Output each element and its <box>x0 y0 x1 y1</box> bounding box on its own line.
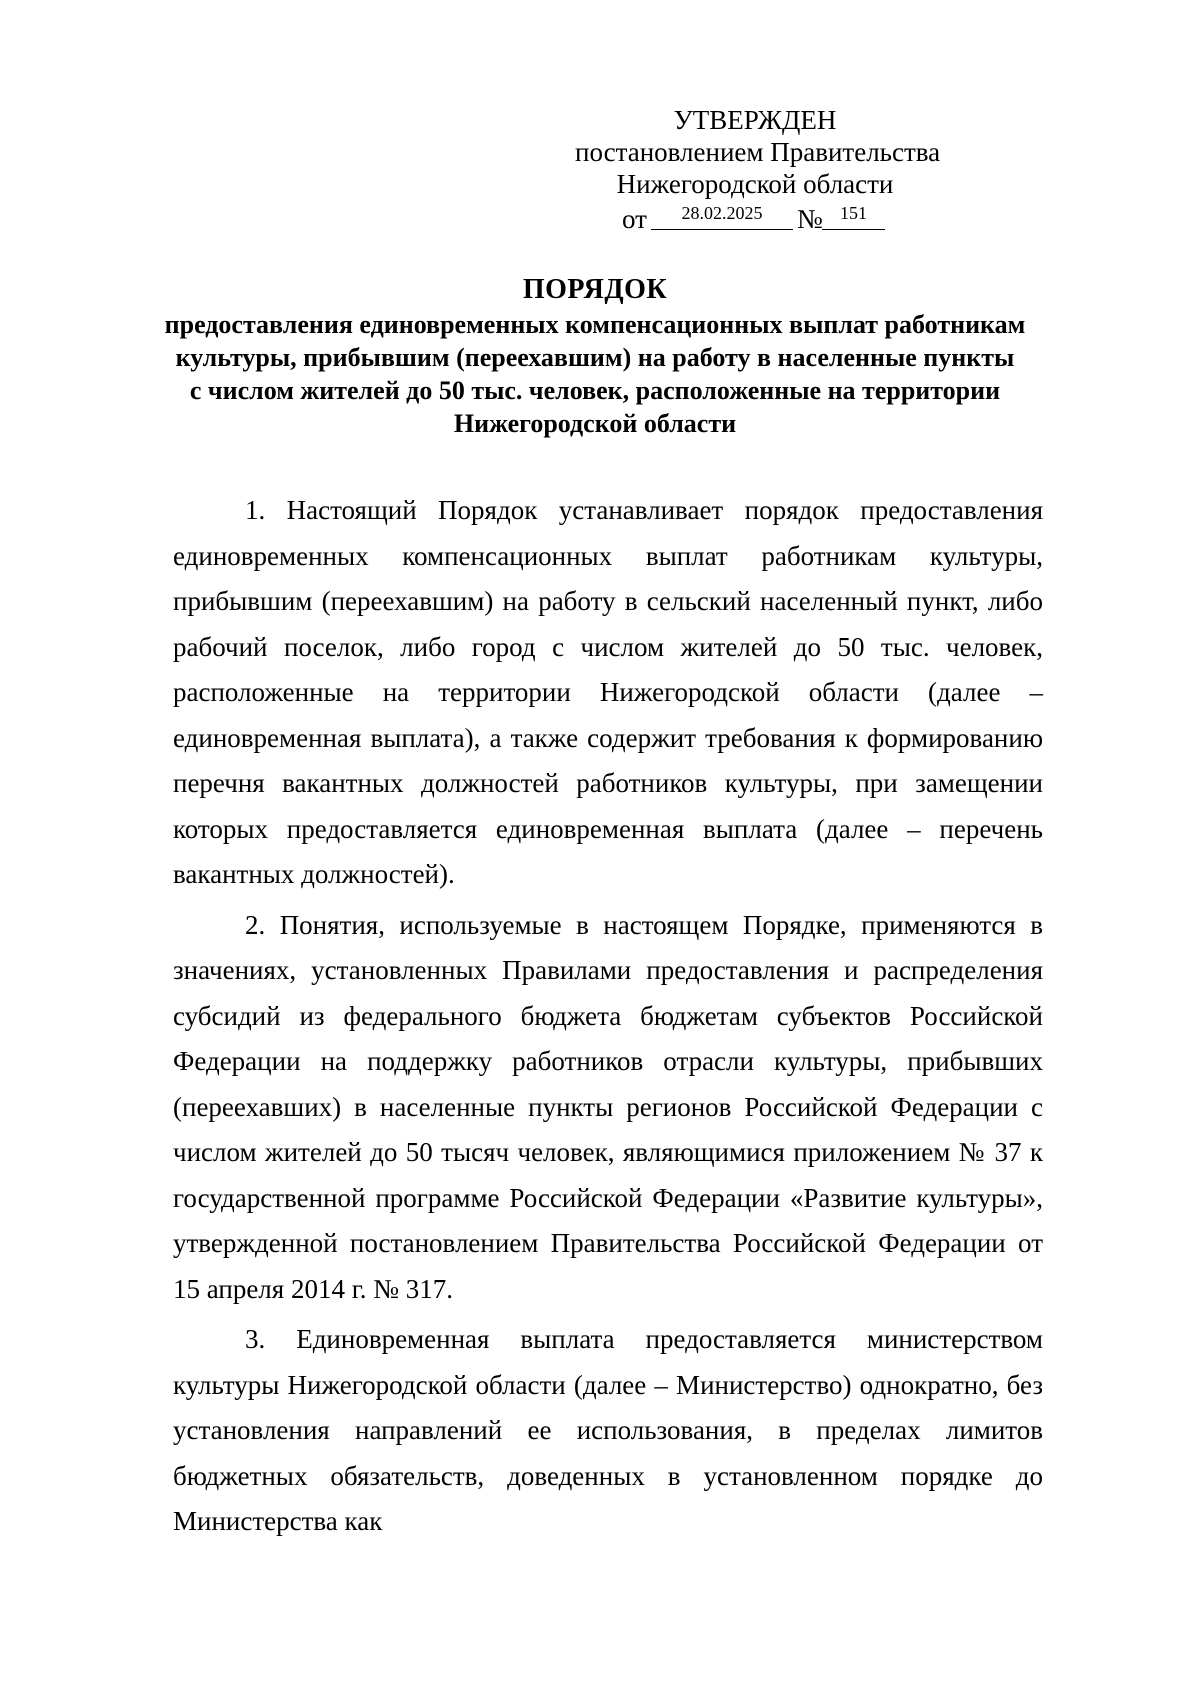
approval-date: 28.02.2025 <box>651 202 793 230</box>
approval-number: 151 <box>822 202 885 230</box>
approval-line-2: Нижегородской области <box>616 169 894 199</box>
document-subtitle-line-1: предоставления единовременных компенсационных выплат работникам <box>164 310 1026 339</box>
document-subtitle-line-4: Нижегородской области <box>453 409 737 438</box>
approval-title: УТВЕРЖДЕН <box>673 105 837 135</box>
approval-date-row <box>575 200 935 236</box>
document-body <box>173 488 1043 1550</box>
approval-line-1: постановлением Правительства <box>575 137 941 167</box>
number-prefix: № <box>797 204 823 234</box>
document-subtitle-line-2: культуры, прибывшим (переехавшим) на работу в населенные пункты <box>175 343 1015 372</box>
paragraph-1: 1. Настоящий Порядок устанавливает порядок предоставления единовременных компенсационных выплат работникам культуры, прибывшим (переехавшим) на работу в сельский населенный пункт, либо рабочий поселок, либо город с числом жителей до 50 тыс. человек, расположенные на территории Нижегородской области (далее – единовременная выплата), а также содержит требования к формированию перечня вакантных должностей работников культуры, при замещении которых предоставляется единовременная выплата (далее – перечень вакантных должностей). <box>173 495 1043 889</box>
date-prefix: от <box>622 204 647 234</box>
approval-block <box>575 104 941 236</box>
document-heading <box>150 272 1040 440</box>
paragraph-3: 3. Единовременная выплата предоставляется министерством культуры Нижегородской области (далее – Министерство) однократно, без установления направлений ее использования, в пределах лимитов бюджетных обязательств, доведенных в установленном порядке до Министерства как <box>173 1324 1043 1536</box>
document-title: ПОРЯДОК <box>522 274 668 305</box>
paragraph-2: 2. Понятия, используемые в настоящем Порядке, применяются в значениях, установленных Правилами предоставления и распределения субсидий из федерального бюджета бюджетам субъектов Российской Федерации на поддержку работников отрасли культуры, прибывших (переехавших) в населенные пункты регионов Российской Федерации с числом жителей до 50 тысяч человек, являющимися приложением № 37 к государственной программе Российской Федерации «Развитие культуры», утвержденной постановлением Правительства Российской Федерации от 15 апреля 2014 г. № 317. <box>173 909 1043 1304</box>
document-subtitle-line-3: с числом жителей до 50 тыс. человек, расположенные на территории <box>189 376 1001 405</box>
